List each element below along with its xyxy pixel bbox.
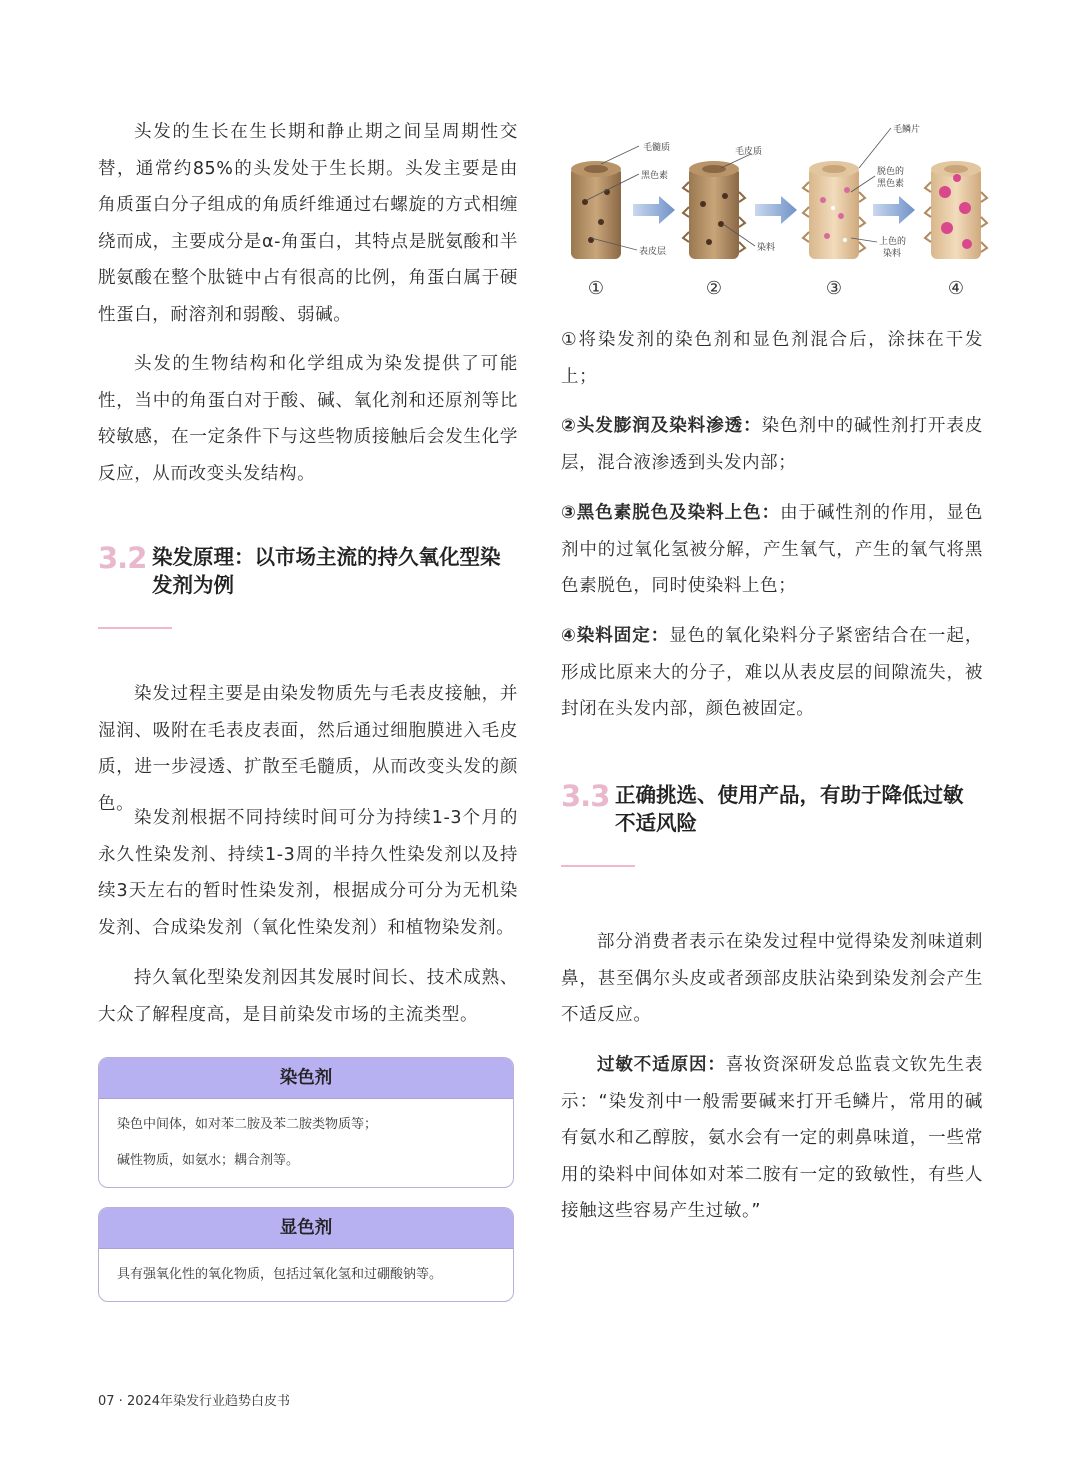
step-2-heading: ②头发膨润及染料渗透： bbox=[561, 416, 762, 436]
label-colored-dye-1: 上色的 bbox=[879, 237, 907, 247]
developer-line: 具有强氧化性的氧化物质，包括过氧化氢和过硼酸钠等。 bbox=[117, 1267, 443, 1282]
step-2-body: 染色剂中的碱性剂打开表皮层，混合液渗透到头发内部； bbox=[561, 416, 983, 473]
hair-strand-4 bbox=[925, 161, 987, 259]
allergy-heading: 过敏不适原因： bbox=[597, 1055, 726, 1075]
section-number: 3.2 bbox=[98, 541, 147, 575]
hair-strand-3 bbox=[803, 161, 865, 259]
colorant-box bbox=[98, 1057, 514, 1188]
section-heading-3-2 bbox=[98, 543, 518, 599]
label-medulla: 毛髓质 bbox=[643, 143, 671, 153]
step-2-text bbox=[561, 408, 983, 481]
label-decolored-melanin-2: 黑色素 bbox=[877, 179, 905, 189]
section-title: 染发原理：以市场主流的持久氧化型染发剂为例 bbox=[152, 545, 501, 597]
step-4-heading: ④染料固定： bbox=[561, 626, 670, 646]
label-cortex: 毛皮质 bbox=[735, 147, 763, 157]
colorant-line: 碱性物质，如氨水；耦合剂等。 bbox=[117, 1153, 300, 1168]
section-number: 3.3 bbox=[561, 779, 610, 813]
hair-dye-diagram bbox=[561, 112, 991, 308]
step-label: ④ bbox=[947, 278, 965, 299]
developer-box-body bbox=[99, 1249, 513, 1301]
step-3-body: 由于碱性剂的作用，显色剂中的过氧化氢被分解，产生氧气，产生的氧气将黑色素脱色，同时使染料上色； bbox=[561, 503, 983, 596]
step-label: ① bbox=[587, 278, 605, 299]
dye-process-paragraph: 染发过程主要是由染发物质先与毛表皮接触，并湿润、吸附在毛表皮表面，然后通过细胞膜进入毛皮质，进一步浸透、扩散至毛髓质，从而改变头发的颜色。 bbox=[98, 684, 518, 814]
hair-dye-diagram-svg bbox=[561, 112, 991, 308]
arrow-3 bbox=[873, 196, 915, 224]
step-4-text bbox=[561, 618, 983, 728]
label-decolored-melanin-1: 脱色的 bbox=[877, 167, 905, 177]
hair-strand-2 bbox=[683, 161, 745, 259]
label-scale: 毛鳞片 bbox=[893, 125, 921, 135]
colorant-box-body bbox=[99, 1099, 513, 1187]
colorant-box-title: 染色剂 bbox=[99, 1058, 513, 1099]
label-cuticle: 表皮层 bbox=[639, 247, 667, 257]
arrow-2 bbox=[755, 196, 797, 224]
developer-box bbox=[98, 1207, 514, 1302]
dye-types-paragraph: 染发剂根据不同持续时间可分为持续1-3个月的永久性染发剂、持续1-3周的半持久性染发剂以及持续3天左右的暂时性染发剂，根据成分可分为无机染发剂、合成染发剂（氧化性染发剂）和植物染发剂。 bbox=[98, 808, 518, 938]
arrow-1 bbox=[633, 196, 675, 224]
label-colored-dye-2: 染料 bbox=[883, 249, 902, 259]
section-title: 正确挑选、使用产品，有助于降低过敏不适风险 bbox=[615, 783, 964, 835]
label-melanin: 黑色素 bbox=[641, 171, 669, 181]
intro-paragraph: 头发的生长在生长期和静止期之间呈周期性交替，通常约85%的头发处于生长期。头发主要是由角质蛋白分子组成的角质纤维通过右螺旋的方式相缠绕而成，主要成分是α-角蛋白，其特点是胱氨酸和半胱氨酸在整个肽链中占有很高的比例，角蛋白属于硬性蛋白，耐溶剂和弱酸、弱碱。 bbox=[98, 122, 518, 325]
developer-box-title: 显色剂 bbox=[99, 1208, 513, 1249]
label-dye: 染料 bbox=[757, 243, 776, 253]
colorant-line: 染色中间体，如对苯二胺及苯二胺类物质等； bbox=[117, 1117, 378, 1132]
structure-paragraph: 头发的生物结构和化学组成为染发提供了可能性，当中的角蛋白对于酸、碱、氧化剂和还原剂等比较敏感，在一定条件下与这些物质接触后会发生化学反应，从而改变头发结构。 bbox=[98, 354, 518, 484]
allergy-body: 喜妆资深研发总监袁文钦先生表示：“染发剂中一般需要碱来打开毛鳞片，常用的碱有氨水和乙醇胺，氨水会有一定的刺鼻味道，一些常用的染料中间体如对苯二胺有一定的致敏性，有些人接触这些容易产生过敏。” bbox=[561, 1055, 983, 1221]
section-heading-3-3 bbox=[561, 781, 983, 837]
step-1-text: ①将染发剂的染色剂和显色剂混合后，涂抹在干发上； bbox=[561, 330, 983, 387]
oxidative-dye-paragraph: 持久氧化型染发剂因其发展时间长、技术成熟、大众了解程度高，是目前染发市场的主流类型。 bbox=[98, 968, 518, 1025]
step-label: ③ bbox=[825, 278, 843, 299]
step-label: ② bbox=[705, 278, 723, 299]
step-4-body: 显色的氧化染料分子紧密结合在一起，形成比原来大的分子，难以从表皮层的间隙流失，被封闭在头发内部，颜色被固定。 bbox=[561, 626, 983, 719]
hair-strand-1 bbox=[571, 161, 621, 259]
section-rule bbox=[561, 865, 635, 867]
section-rule bbox=[98, 627, 172, 629]
step-3-text bbox=[561, 495, 983, 605]
step-3-heading: ③黑色素脱色及染料上色： bbox=[561, 503, 781, 523]
allergy-paragraph bbox=[561, 1047, 983, 1230]
consumer-paragraph: 部分消费者表示在染发过程中觉得染发剂味道刺鼻，甚至偶尔头皮或者颈部皮肤沾染到染发剂会产生不适反应。 bbox=[561, 932, 983, 1025]
page-footer: 07 · 2024年染发行业趋势白皮书 bbox=[98, 1394, 291, 1409]
